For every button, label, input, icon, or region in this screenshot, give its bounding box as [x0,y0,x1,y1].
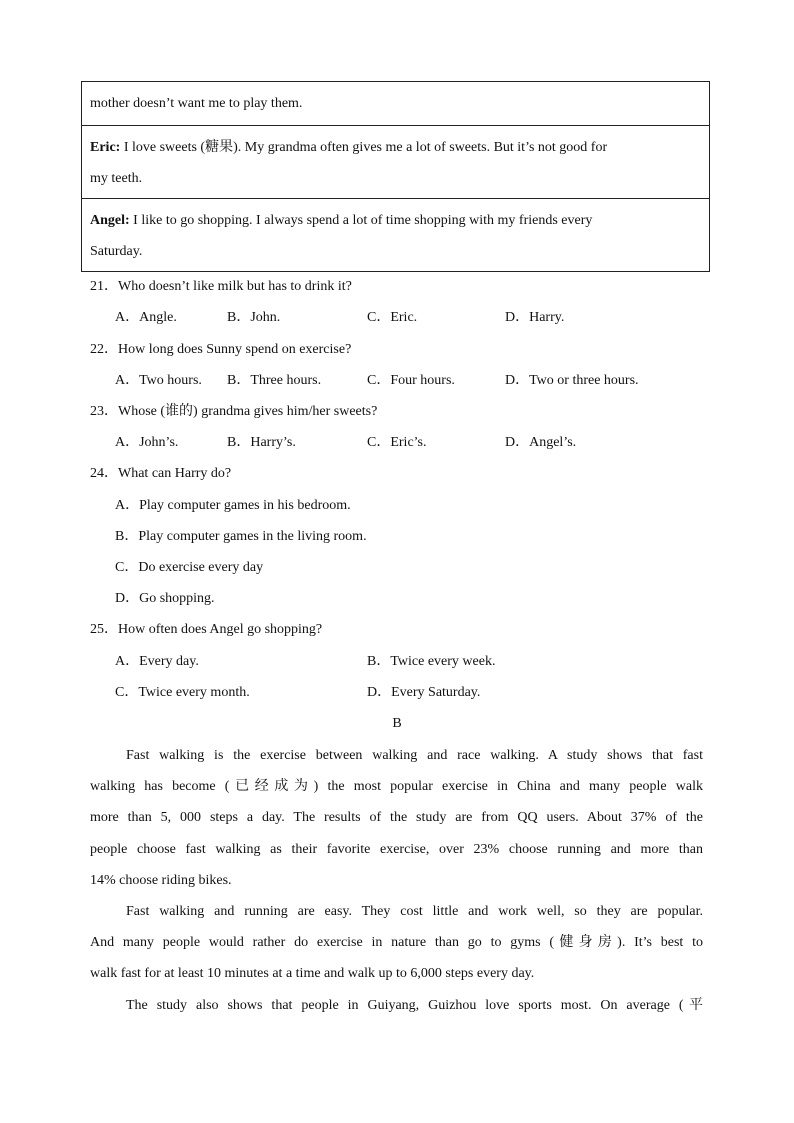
passage-line: walking has become (已经成为) the most popular exercise in China and many people walk [90,779,703,795]
row3-line1: I like to go shopping. I always spend a lot of time shopping with my friends every [129,213,593,228]
option-24a[interactable]: A．Play computer games in his bedroom. [115,498,351,513]
dialogue-table [81,81,710,272]
passage-line: walk fast for at least 10 minutes at a time and walk up to 6,000 steps every day. [90,966,535,982]
passage-line: more than 5, 000 steps a day. The results of the study are from QQ users. About 37% of the [90,810,703,826]
option-25b[interactable]: B．Twice every week. [367,654,496,669]
passage-line: people choose fast walking as their favorite exercise, over 23% choose running and more than [90,841,703,857]
passage-paragraph-2 [90,896,703,990]
option-21b[interactable]: B．John. [227,310,281,325]
speaker-angel: Angel: [90,213,130,228]
option-24b[interactable]: B．Play computer games in the living room. [115,529,367,544]
option-25a[interactable]: A．Every day. [115,654,199,669]
option-21d[interactable]: D．Harry. [505,310,565,325]
passage-paragraph-3 [90,990,703,1021]
option-23c[interactable]: C．Eric’s. [367,435,427,450]
option-25d[interactable]: D．Every Saturday. [367,685,481,700]
question-23: 23．Whose (谁的) grandma gives him/her sweets? [90,404,378,419]
option-25c[interactable]: C．Twice every month. [115,685,250,700]
question-25: 25．How often does Angel go shopping? [90,622,323,637]
question-21: 21．Who doesn’t like milk but has to drink it? [90,279,352,294]
passage-line: 14% choose riding bikes. [90,872,232,888]
option-22b[interactable]: B．Three hours. [227,373,322,388]
table-row [82,125,709,198]
option-24c[interactable]: C．Do exercise every day [115,560,264,575]
passage-line: The study also shows that people in Guiyang, Guizhou love sports most. On average (平 [126,998,703,1013]
row1-text: mother doesn’t want me to play them. [90,96,303,111]
row2-line1: I love sweets (糖果). My grandma often gives me a lot of sweets. But it’s not good for [120,140,608,155]
passage-line: Fast walking and running are easy. They cost little and work well, so they are popular. [126,904,703,919]
option-24d[interactable]: D．Go shopping. [115,591,215,606]
speaker-eric: Eric: [90,140,121,155]
table-row [82,82,709,125]
row3-line2: Saturday. [90,244,143,259]
option-23b[interactable]: B．Harry’s. [227,435,296,450]
passage-line: Fast walking is the exercise between walking and race walking. A study shows that fast [126,748,703,763]
row2-line2: my teeth. [90,171,143,186]
option-22a[interactable]: A．Two hours. [115,373,202,388]
section-heading: B [392,716,402,731]
option-21c[interactable]: C．Eric. [367,310,418,325]
passage-paragraph-1 [90,740,703,896]
question-24: 24．What can Harry do? [90,466,232,481]
option-22d[interactable]: D．Two or three hours. [505,373,639,388]
passage-line: And many people would rather do exercise in nature than go to gyms (健身房). It’s best to [90,935,703,951]
table-row [82,198,709,271]
question-22: 22．How long does Sunny spend on exercise? [90,342,352,357]
option-23d[interactable]: D．Angel’s. [505,435,577,450]
option-23a[interactable]: A．John’s. [115,435,179,450]
option-22c[interactable]: C．Four hours. [367,373,455,388]
option-21a[interactable]: A．Angle. [115,310,177,325]
